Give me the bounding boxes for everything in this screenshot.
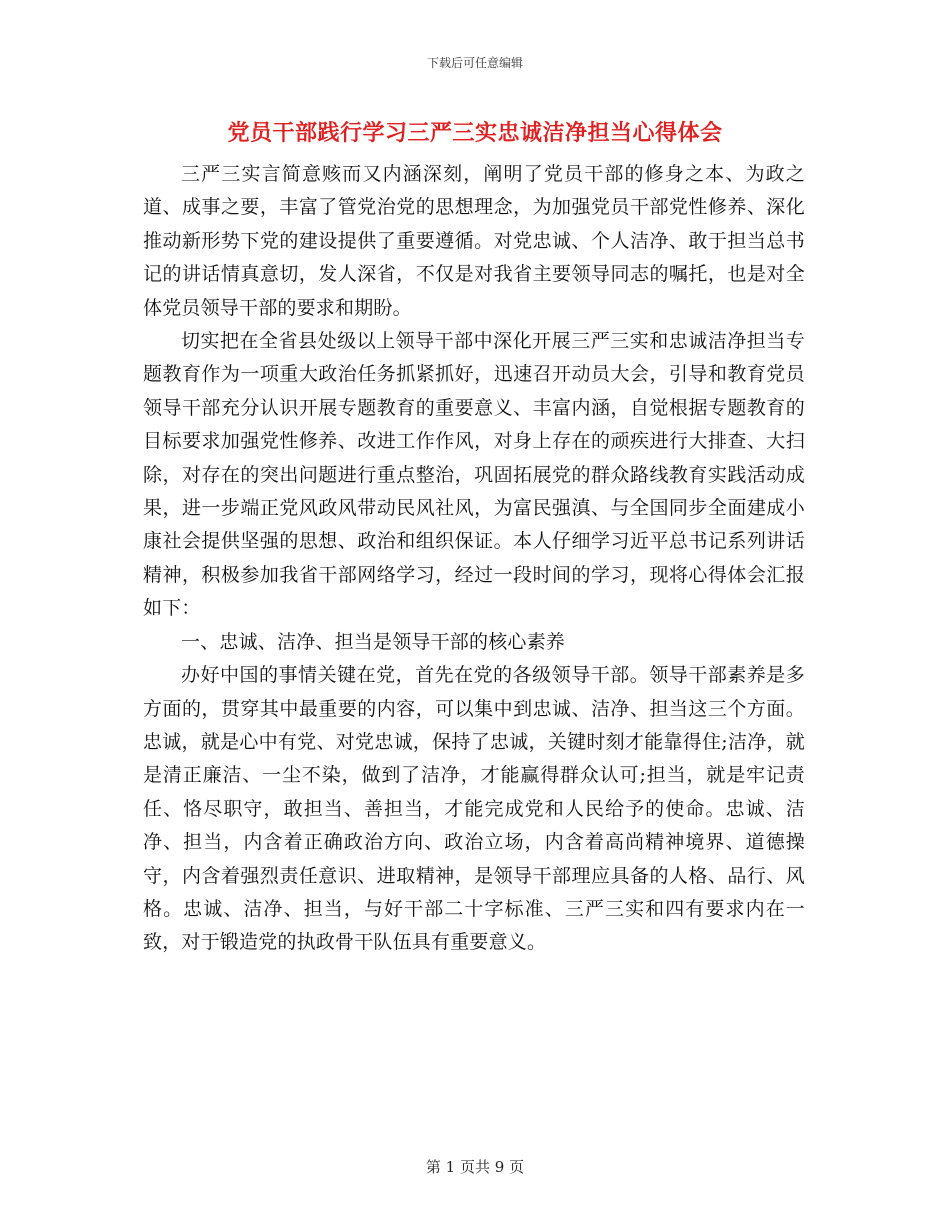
page-indicator: 第 1 页共 9 页: [425, 1158, 525, 1176]
paragraph-intro: 三严三实言简意赅而又内涵深刻，阐明了党员干部的修身之本、为政之道、成事之要，丰富了管党治党的思想理念，为加强党员干部党性修养、深化推动新形势下党的建设提供了重要遵循。对党忠诚、个人洁净、敢于担当总书记的讲话情真意切，发人深省，不仅是对我省主要领导同志的嘱托，也是对全体党员领导干部的要求和期盼。: [143, 163, 805, 319]
document-body: [143, 158, 805, 960]
header-note: 下载后可任意编辑: [426, 56, 523, 70]
document-title: 党员干部践行学习三严三实忠诚洁净担当心得体会: [227, 120, 723, 146]
paragraph-core-qualities: 办好中国的事情关键在党，首先在党的各级领导干部。领导干部素养是多方面的，贯穿其中最重要的内容，可以集中到忠诚、洁净、担当这三个方面。忠诚，就是心中有党、对党忠诚，保持了忠诚，关键时刻才能靠得住;洁净，就是清正廉洁、一尘不染，做到了洁净，才能赢得群众认可;担当，就是牢记责任、恪尽职守，敢担当、善担当，才能完成党和人民给予的使命。忠诚、洁净、担当，内含着正确政治方向、政治立场，内含着高尚精神境界、道德操守，内含着强烈责任意识、进取精神，是领导干部理应具备的人格、品行、风格。忠诚、洁净、担当，与好干部二十字标准、三严三实和四有要求内在一致，对于锻造党的执政骨干队伍具有重要意义。: [143, 664, 805, 954]
section-heading-1: 一、忠诚、洁净、担当是领导干部的核心素养: [181, 630, 566, 653]
paragraph-education: 切实把在全省县处级以上领导干部中深化开展三严三实和忠诚洁净担当专题教育作为一项重大政治任务抓紧抓好，迅速召开动员大会，引导和教育党员领导干部充分认识开展专题教育的重要意义、丰富内涵，自觉根据专题教育的目标要求加强党性修养、改进工作作风，对身上存在的顽疾进行大排查、大扫除，对存在的突出问题进行重点整治，巩固拓展党的群众路线教育实践活动成果，进一步端正党风政风带动民风社风，为富民强滇、与全国同步全面建成小康社会提供坚强的思想、政治和组织保证。本人仔细学习近平总书记系列讲话精神，积极参加我省干部网络学习，经过一段时间的学习，现将心得体会汇报如下：: [143, 330, 805, 620]
